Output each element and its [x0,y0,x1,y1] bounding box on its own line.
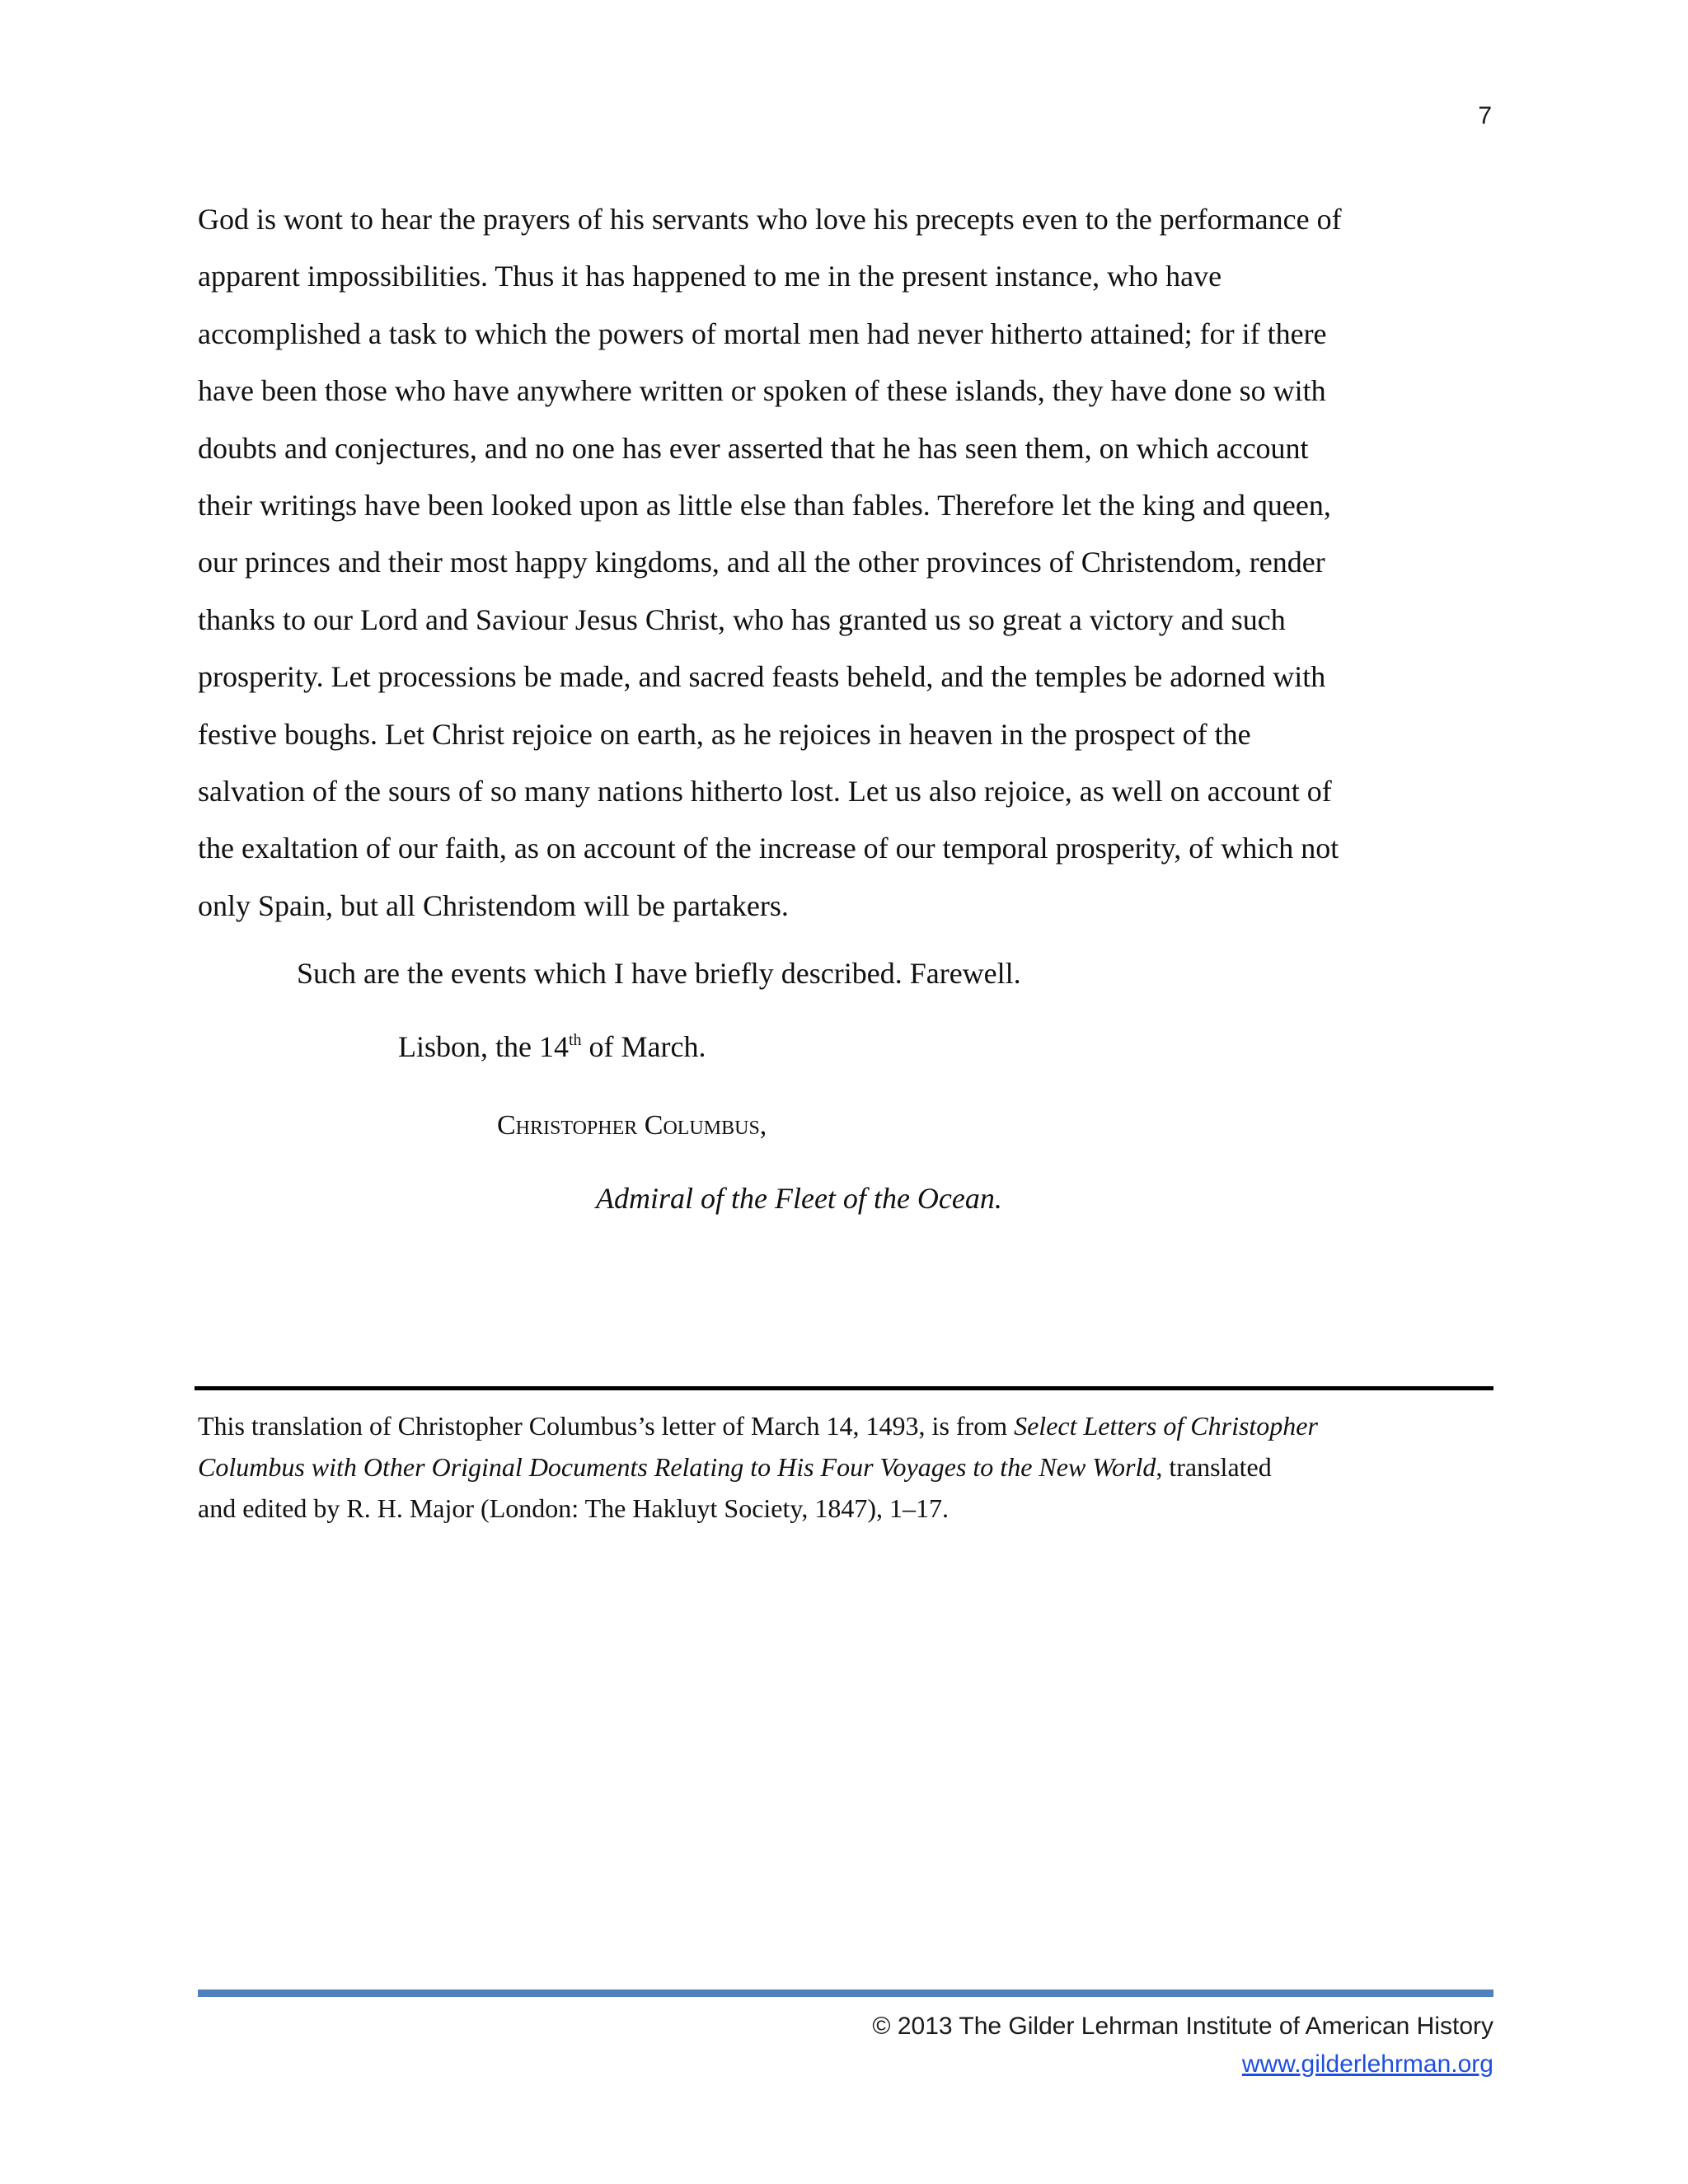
source-note-line: and edited by R. H. Major (London: The Hakluyt Society, 1847), 1–17. [198,1493,949,1523]
closing-farewell: Such are the events which I have briefly described. Farewell. [297,957,1021,990]
body-line: the exaltation of our faith, as on account of the increase of our temporal prosperity, of which not [198,832,1339,865]
body-line: thanks to our Lord and Saviour Jesus Christ, who has granted us so great a victory and such [198,602,1286,636]
source-note [198,1405,1508,1529]
body-line: apparent impossibilities. Thus it has happened to me in the present instance, who have [198,260,1222,293]
section-divider [195,1386,1493,1390]
date-prefix: Lisbon, the 14 [398,1030,569,1063]
body-line: our princes and their most happy kingdoms, and all the other provinces of Christendom, render [198,546,1325,579]
footer-copyright: © 2013 The Gilder Lehrman Institute of American History [872,2013,1493,2040]
page-number: 7 [1478,102,1492,129]
closing-date [398,1029,706,1064]
body-line: prosperity. Let processions be made, and sacred feasts beheld, and the temples be adorned with [198,660,1326,694]
source-text: , translated [1156,1452,1272,1482]
date-superscript: th [568,1031,582,1049]
footer-accent-bar [198,1990,1493,1997]
body-line: God is wont to hear the prayers of his servants who love his precepts even to the performance of [198,203,1342,236]
body-line: festive boughs. Let Christ rejoice on earth, as he rejoices in heaven in the prospect of the [198,717,1251,751]
source-note-line [198,1446,1508,1488]
date-suffix: of March. [581,1030,706,1063]
body-line: doubts and conjectures, and no one has ever asserted that he has seen them, on which account [198,431,1309,465]
source-note-line [198,1405,1508,1446]
source-title: Select Letters of Christopher [1014,1411,1318,1441]
body-line: their writings have been looked upon as little else than fables. Therefore let the king and queen, [198,489,1331,523]
body-line: only Spain, but all Christendom will be partakers. [198,888,789,922]
source-text: This translation of Christopher Columbus’s letter of March 14, 1493, is from [198,1411,1015,1441]
source-title: Columbus with Other Original Documents Relating to His Four Voyages to the New World [198,1452,1156,1482]
signature-title: Admiral of the Fleet of the Ocean. [596,1182,1002,1215]
letter-body-paragraph [198,191,1508,935]
footer-website-link[interactable]: www.gilderlehrman.org [1241,2050,1493,2078]
body-line: have been those who have anywhere written or spoken of these islands, they have done so with [198,374,1326,408]
signature-name: Christopher Columbus, [497,1110,767,1141]
body-line: salvation of the sours of so many nations hitherto lost. Let us also rejoice, as well on account of [198,775,1332,808]
body-line: accomplished a task to which the powers of mortal men had never hitherto attained; for if there [198,316,1327,350]
